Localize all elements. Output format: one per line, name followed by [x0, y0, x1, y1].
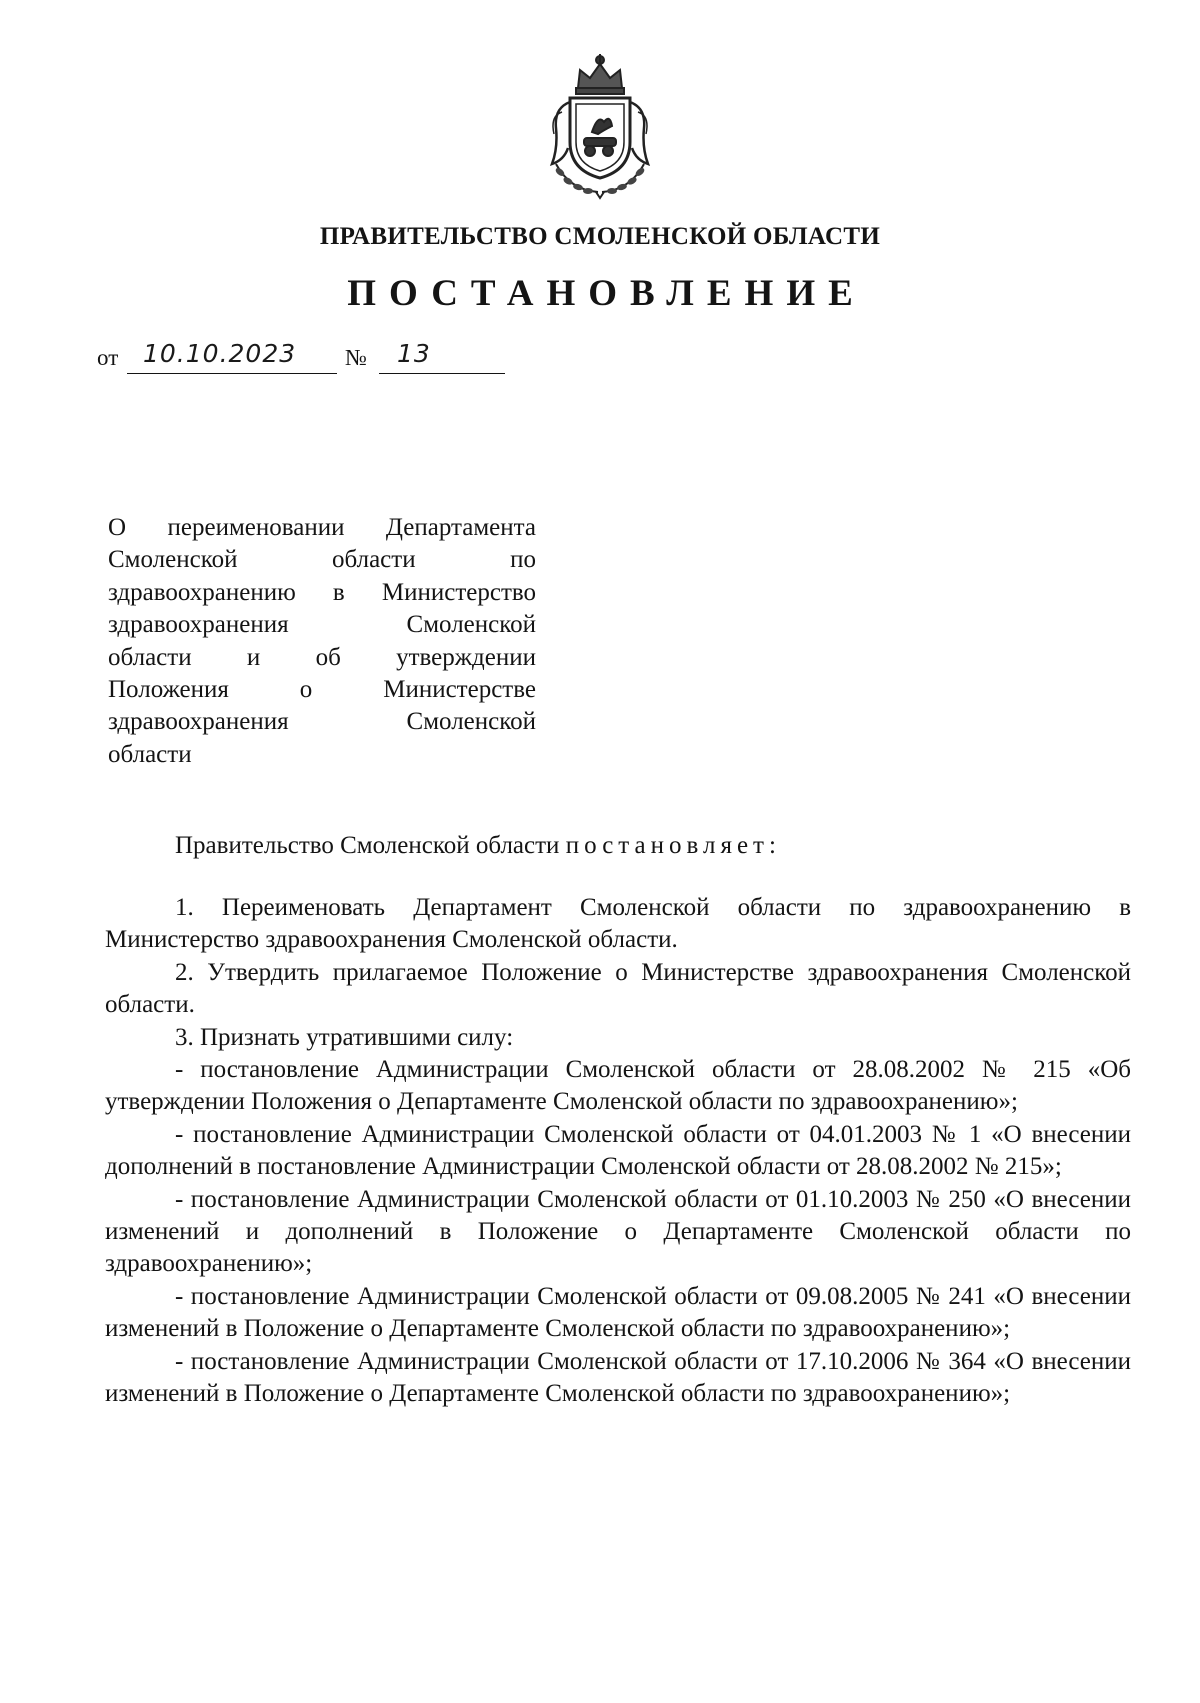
number-underline — [379, 373, 505, 374]
subject-line — [108, 512, 536, 544]
subject-word: утверждении — [396, 643, 536, 671]
handwritten-date: 10.10.2023 — [143, 339, 297, 368]
document-body — [105, 892, 1131, 1411]
number-label: № — [345, 345, 367, 370]
subject-word: Смоленской — [108, 546, 238, 574]
government-name: ПРАВИТЕЛЬСТВО СМОЛЕНСКОЙ ОБЛАСТИ — [319, 223, 881, 250]
repealed-act-item: - постановление Администрации Смоленской области от 04.01.2003 № 1 «О внесении дополнений в постановление Администрации Смоленской области от 28.08.2002 № 215»; — [105, 1120, 1131, 1181]
subject-word: и — [246, 643, 261, 671]
numbered-point: 2. Утвердить прилагаемое Положение о Министерстве здравоохранения Смоленской области. — [105, 958, 1131, 1019]
subject-word: Министерство — [381, 578, 536, 606]
from-label: от — [97, 345, 119, 370]
subject-word: Положения — [108, 676, 229, 704]
subject-line — [108, 544, 536, 576]
subject-word: Министерстве — [383, 676, 536, 704]
handwritten-number: 13 — [397, 339, 431, 368]
document-subject — [108, 512, 536, 771]
subject-word: об — [315, 643, 341, 671]
subject-word: в — [332, 578, 345, 606]
subject-word: Смоленской — [406, 611, 536, 639]
numbered-point: 3. Признать утратившими силу: — [175, 1023, 514, 1051]
subject-line — [108, 609, 536, 641]
subject-word: здравоохранения — [108, 611, 289, 639]
subject-word: области — [108, 643, 192, 671]
subject-word: здравоохранения — [108, 708, 289, 736]
subject-word: О — [108, 514, 127, 541]
enacting-clause — [105, 830, 1131, 862]
subject-word: по — [510, 546, 536, 574]
enacting-text: Правительство Смоленской области — [175, 832, 566, 859]
repealed-act-item: - постановление Администрации Смоленской области от 01.10.2003 № 250 «О внесении изменений и дополнений в Положение о Департаменте Смоленской области по здравоохранению»; — [105, 1185, 1131, 1278]
subject-word: области — [108, 740, 192, 768]
subject-line — [108, 642, 536, 674]
date-underline — [127, 373, 337, 374]
date-number-line — [97, 339, 517, 375]
subject-word: Смоленской — [406, 708, 536, 736]
repealed-act-item: - постановление Администрации Смоленской области от 28.08.2002 № 215 «Об утверждении Положения о Департаменте Смоленской области по здравоохранению»; — [105, 1056, 1131, 1116]
subject-word: переименовании — [167, 514, 345, 541]
subject-line — [108, 577, 536, 609]
coat-of-arms-icon — [540, 52, 660, 202]
numbered-point: 1. Переименовать Департамент Смоленской области по здравоохранению в Министерство здравоохранения Смоленской области. — [105, 894, 1131, 954]
repealed-act-item: - постановление Администрации Смоленской области от 17.10.2006 № 364 «О внесении изменений в Положение о Департаменте Смоленской области по здравоохранению»; — [105, 1347, 1131, 1408]
subject-word: здравоохранению — [108, 578, 296, 606]
subject-line — [108, 739, 536, 771]
subject-line — [108, 674, 536, 706]
subject-word: области — [332, 546, 416, 574]
subject-word: о — [299, 676, 313, 704]
enacting-verb: постановляет: — [565, 832, 781, 859]
subject-line — [108, 706, 536, 738]
repealed-act-item: - постановление Администрации Смоленской области от 09.08.2005 № 241 «О внесении изменений в Положение о Департаменте Смоленской области по здравоохранению»; — [105, 1282, 1131, 1343]
subject-word: Департамента — [385, 514, 536, 541]
document-type-heading: ПОСТАНОВЛЕНИЕ — [347, 273, 866, 314]
